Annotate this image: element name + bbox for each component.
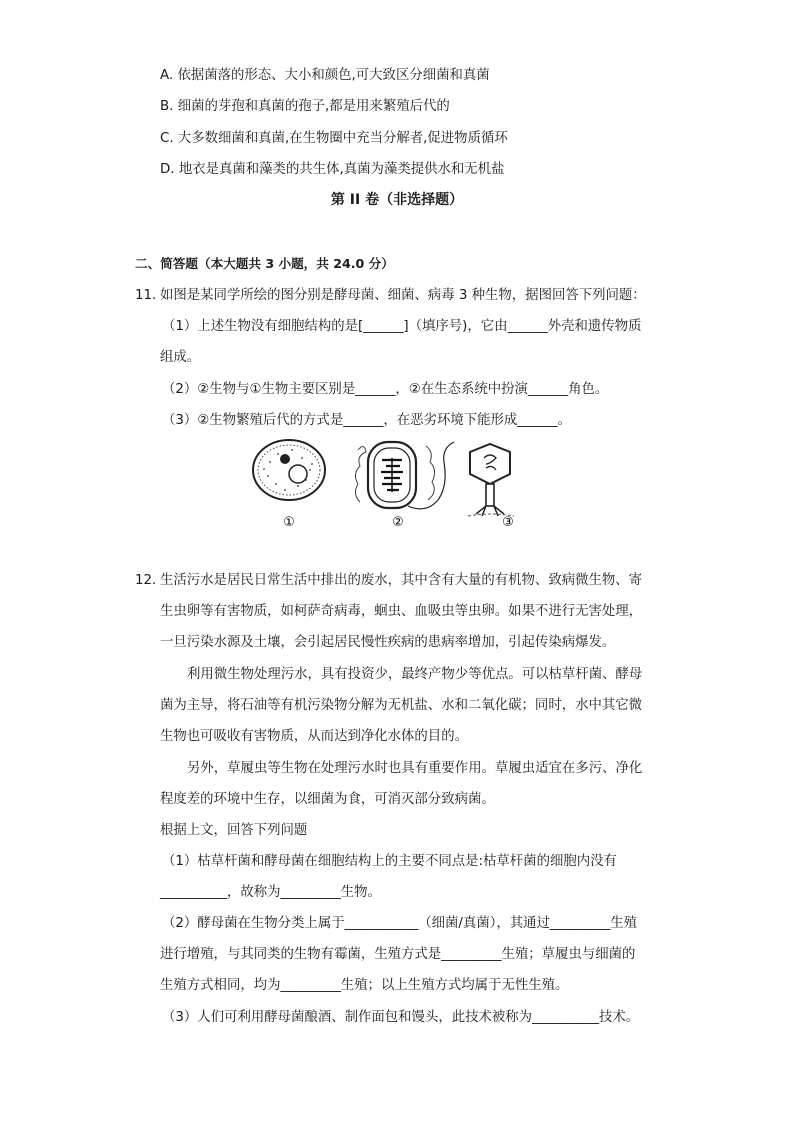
q12-para2-line2: 菌为主导，将石油等有机污染物分解为无机盐、水和二氧化碳；同时，水中其它微 xyxy=(160,698,643,713)
figure-label-3: ③ xyxy=(502,515,514,530)
q12-number: 12. xyxy=(135,573,157,588)
q12-sub2-line2: 进行增殖，与其同类的生物有霉菌，生殖方式是_________生殖；草履虫与细菌的 xyxy=(160,947,636,962)
figure-label-1: ① xyxy=(283,515,295,530)
q11-sub3: （3）②生物繁殖后代的方式是______，在恶劣环境下能形成______。 xyxy=(162,413,571,428)
q12-sub2-line1: （2）酵母菌在生物分类上属于___________（细菌/真菌），其通过_________生殖 xyxy=(162,916,638,931)
q11-stem: 如图是某同学所绘的图分别是酵母菌、细菌、病毒 3 种生物，据图回答下列问题： xyxy=(160,288,646,303)
q11-sub1-line2: 组成。 xyxy=(160,350,201,365)
q12-para2-line3: 生物也可吸收有害物质，从而达到净化水体的目的。 xyxy=(160,729,468,744)
q12-para1-line1: 生活污水是居民日常生活中排出的废水，其中含有大量的有机物、致病微生物、寄 xyxy=(160,573,643,588)
bacterium-drawing xyxy=(355,442,454,509)
virus-drawing xyxy=(468,444,514,516)
figure-label-2: ② xyxy=(392,515,404,530)
part-title: 第 II 卷（非选择题） xyxy=(330,192,464,208)
q12-para3-line2: 程度差的环境中生存，以细菌为食，可消灭部分致病菌。 xyxy=(160,792,495,807)
option-d: D. 地衣是真菌和藻类的共生体,真菌为藻类提供水和无机盐 xyxy=(160,162,505,177)
q11-sub1-line1: （1）上述生物没有细胞结构的是[______]（填序号)，它由______外壳和遗传物质 xyxy=(162,319,642,334)
q12-para1-line2: 生虫卵等有害物质，如柯萨奇病毒，蛔虫、血吸虫等虫卵。如果不进行无害处理， xyxy=(160,604,643,619)
yeast-cell-drawing xyxy=(253,440,325,500)
option-a: A. 依据菌落的形态、大小和颜色,可大致区分细菌和真菌 xyxy=(160,68,490,83)
q12-sub1-line1: （1）枯草杆菌和酵母菌在细胞结构上的主要不同点是:枯草杆菌的细胞内没有 xyxy=(162,854,617,869)
q11-sub2: （2）②生物与①生物主要区别是______，②在生态系统中扮演______角色。 xyxy=(162,382,609,397)
q12-para1-line3: 一旦污染水源及土壤，会引起居民慢性疾病的患病率增加，引起传染病爆发。 xyxy=(160,635,616,650)
q12-sub3: （3）人们可利用酵母菌酿酒、制作面包和馒头，此技术被称为__________技术。 xyxy=(162,1010,640,1025)
organisms-figure xyxy=(240,436,540,532)
q12-sub2-line3: 生殖方式相同，均为_________生殖；以上生殖方式均属于无性生殖。 xyxy=(160,978,569,993)
q12-para2-line1: 利用微生物处理污水，具有投资少，最终产物少等优点。可以枯草杆菌、酵母 xyxy=(187,667,643,682)
q12-sub1-line2: __________，故称为_________生物。 xyxy=(160,885,381,900)
option-c: C. 大多数细菌和真菌,在生物圈中充当分解者,促进物质循环 xyxy=(160,131,508,146)
q11-number: 11. xyxy=(135,288,157,303)
q12-prompt: 根据上文，回答下列问题 xyxy=(160,823,308,838)
section-heading: 二、简答题（本大题共 3 小题，共 24.0 分） xyxy=(135,256,394,271)
q12-para3-line1: 另外，草履虫等生物在处理污水时也具有重要作用。草履虫适宜在多污、净化 xyxy=(187,761,643,776)
option-b: B. 细菌的芽孢和真菌的孢子,都是用来繁殖后代的 xyxy=(160,99,450,114)
